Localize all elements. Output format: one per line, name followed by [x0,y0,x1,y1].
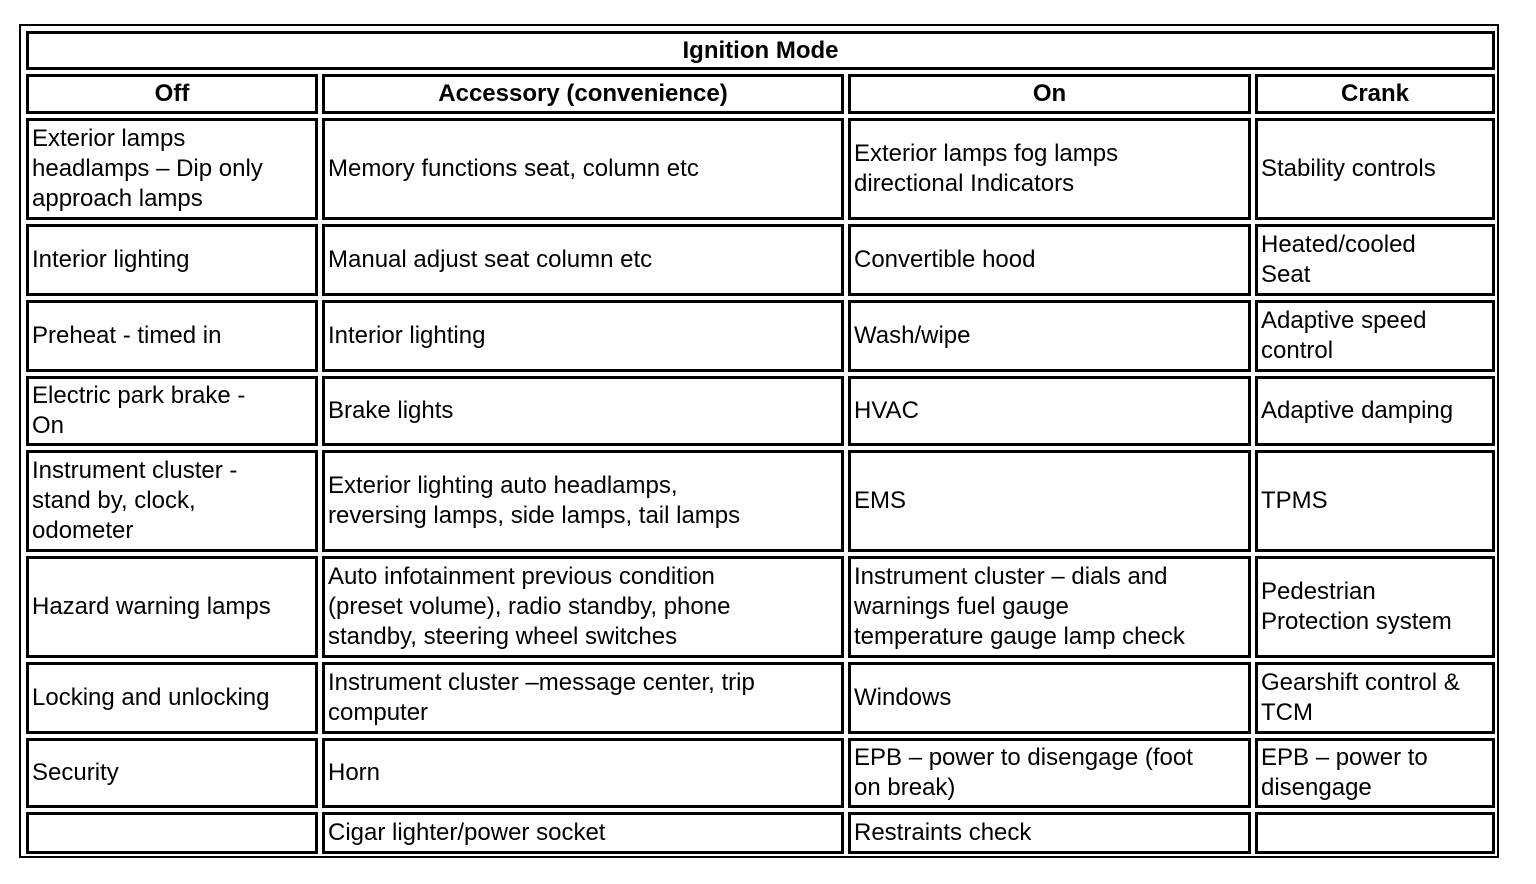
column-header-crank: Crank [1255,74,1495,114]
cell-on: EPB – power to disengage (foot on break) [848,738,1251,808]
cell-crank: Pedestrian Protection system [1255,556,1495,658]
cell-off: Instrument cluster - stand by, clock, odometer [26,450,318,552]
cell-off: Preheat - timed in [26,300,318,372]
cell-off: Interior lighting [26,224,318,296]
cell-on: Convertible hood [848,224,1251,296]
cell-off: Security [26,738,318,808]
cell-crank: Gearshift control & TCM [1255,662,1495,734]
column-header-accessory: Accessory (convenience) [322,74,844,114]
cell-accessory: Cigar lighter/power socket [322,812,844,854]
cell-on: Instrument cluster – dials and warnings fuel gauge temperature gauge lamp check [848,556,1251,658]
cell-crank: EPB – power to disengage [1255,738,1495,808]
cell-accessory: Instrument cluster –message center, trip computer [322,662,844,734]
cell-accessory: Exterior lighting auto headlamps, reversing lamps, side lamps, tail lamps [322,450,844,552]
cell-accessory: Memory functions seat, column etc [322,118,844,220]
cell-accessory: Horn [322,738,844,808]
cell-off: Locking and unlocking [26,662,318,734]
cell-accessory: Manual adjust seat column etc [322,224,844,296]
table-title: Ignition Mode [26,31,1495,70]
cell-accessory: Interior lighting [322,300,844,372]
cell-on: Windows [848,662,1251,734]
cell-crank: Stability controls [1255,118,1495,220]
cell-on: Restraints check [848,812,1251,854]
cell-crank: Heated/cooled Seat [1255,224,1495,296]
cell-accessory: Auto infotainment previous condition (preset volume), radio standby, phone standby, steering wheel switches [322,556,844,658]
cell-crank: TPMS [1255,450,1495,552]
cell-crank: Adaptive speed control [1255,300,1495,372]
column-header-on: On [848,74,1251,114]
cell-accessory: Brake lights [322,376,844,446]
cell-off: Exterior lamps headlamps – Dip only approach lamps [26,118,318,220]
cell-on: Exterior lamps fog lamps directional Indicators [848,118,1251,220]
cell-off: Electric park brake - On [26,376,318,446]
cell-crank: Adaptive damping [1255,376,1495,446]
cell-on: HVAC [848,376,1251,446]
cell-on: Wash/wipe [848,300,1251,372]
cell-crank [1255,812,1495,854]
cell-on: EMS [848,450,1251,552]
column-header-off: Off [26,74,318,114]
cell-off [26,812,318,854]
cell-off: Hazard warning lamps [26,556,318,658]
